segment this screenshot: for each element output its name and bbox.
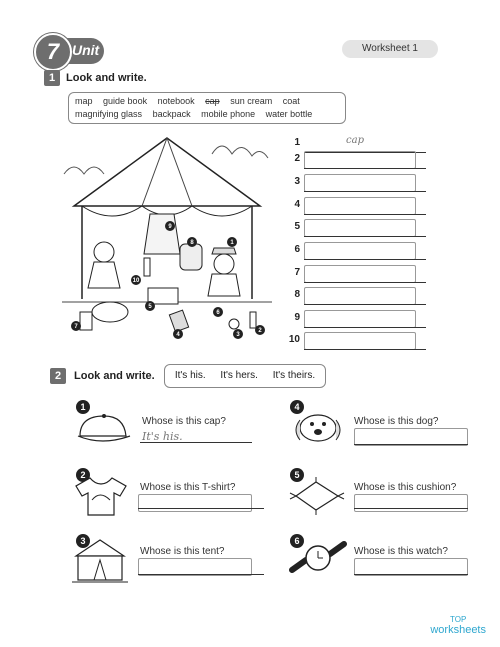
answer-line [304, 304, 426, 305]
tshirt-icon [72, 474, 130, 518]
answer-line [304, 282, 426, 283]
answer-row-4 [286, 197, 426, 215]
answer-row-10 [286, 332, 426, 350]
logo-line1: TOP [450, 615, 467, 624]
word-crossed: cap [205, 96, 220, 106]
answer-number: 9 [294, 312, 300, 323]
answer-text: cap [346, 135, 364, 146]
word: water bottle [265, 109, 313, 119]
phrase: It's theirs. [272, 370, 316, 381]
answer-input[interactable] [304, 265, 416, 283]
section2-title: Look and write. [74, 370, 155, 382]
word-bank [68, 92, 346, 124]
answer-number: 1 [294, 137, 300, 148]
answer-row-6 [286, 242, 426, 260]
answer-line [304, 168, 426, 169]
label-9: 9 [168, 224, 172, 230]
question-number: 4 [290, 400, 304, 414]
dog-icon [288, 406, 344, 446]
question-text: Whose is this cushion? [354, 482, 457, 493]
word-bank-row2 [75, 109, 312, 119]
watch-icon [288, 540, 348, 584]
answer-line [304, 349, 426, 350]
answer-line [140, 442, 252, 443]
answer-line [304, 259, 426, 260]
phrase-bank [164, 364, 326, 388]
answer-row-7 [286, 265, 426, 283]
answer-number: 4 [294, 199, 300, 210]
answer-line [304, 327, 426, 328]
answer-row-3 [286, 174, 426, 192]
question-number: 1 [76, 400, 90, 414]
label-1: 1 [230, 240, 234, 246]
answer-number: 5 [294, 221, 300, 232]
question-number: 6 [290, 534, 304, 548]
word: sun cream [230, 96, 273, 106]
word: coat [282, 96, 300, 106]
section1-number: 1 [44, 70, 60, 86]
label-4: 4 [176, 332, 180, 338]
question-text: Whose is this watch? [354, 546, 448, 557]
answer-line [354, 444, 468, 445]
section2-number: 2 [50, 368, 66, 384]
word-bank-row1 [75, 96, 300, 106]
answer-number: 10 [288, 334, 300, 345]
answer-line [304, 191, 426, 192]
answer-input[interactable] [304, 197, 416, 215]
answer-row-2 [286, 151, 426, 169]
label-5: 5 [148, 304, 152, 310]
label-2: 2 [258, 328, 262, 334]
answer-input[interactable] [304, 242, 416, 260]
answer-row-9 [286, 310, 426, 328]
cushion-icon [288, 476, 346, 516]
label-6: 6 [216, 310, 220, 316]
answer-line [138, 508, 264, 509]
question-text: Whose is this T-shirt? [140, 482, 236, 493]
answer-line [354, 508, 468, 509]
answer-number: 6 [294, 244, 300, 255]
tent-camping-illustration [62, 134, 272, 344]
answer-input[interactable] [304, 151, 416, 169]
answer-input[interactable] [304, 310, 416, 328]
worksheet-label: Worksheet 1 [342, 40, 438, 58]
answer-input[interactable] [354, 494, 468, 512]
phrase: It's hers. [220, 370, 258, 381]
answer-text: It's his. [142, 430, 183, 443]
answer-line [354, 574, 468, 575]
answer-line [304, 214, 426, 215]
answer-line [304, 236, 426, 237]
answer-input[interactable] [138, 494, 252, 512]
word: map [75, 96, 93, 106]
word: notebook [157, 96, 195, 106]
answer-number: 2 [294, 153, 300, 164]
answer-row-5 [286, 219, 426, 237]
unit-number: 7 [34, 33, 72, 71]
question-text: Whose is this dog? [354, 416, 439, 427]
bush-left [64, 167, 104, 174]
question-text: Whose is this tent? [140, 546, 225, 557]
word: guide book [103, 96, 148, 106]
answer-number: 8 [294, 289, 300, 300]
answer-number: 7 [294, 267, 300, 278]
question-text: Whose is this cap? [142, 416, 226, 427]
answer-row-8 [286, 287, 426, 305]
topworksheets-logo [430, 615, 486, 635]
word: mobile phone [201, 109, 256, 119]
answer-input[interactable] [304, 219, 416, 237]
word: magnifying glass [75, 109, 143, 119]
answer-input[interactable] [304, 174, 416, 192]
tent-icon [72, 538, 128, 584]
question-number: 2 [76, 468, 90, 482]
answer-input[interactable] [304, 332, 416, 350]
bush-right [212, 146, 268, 158]
unit-label: Unit [72, 42, 100, 58]
word: backpack [152, 109, 191, 119]
phrase: It's his. [174, 370, 206, 381]
logo-line2: worksheets [430, 624, 486, 636]
label-8: 8 [190, 240, 194, 246]
label-7: 7 [74, 324, 78, 330]
label-3: 3 [236, 332, 240, 338]
question-number: 3 [76, 534, 90, 548]
section1-title: Look and write. [66, 72, 147, 84]
question-number: 5 [290, 468, 304, 482]
answer-line [138, 574, 264, 575]
answer-input[interactable] [304, 287, 416, 305]
answer-number: 3 [294, 176, 300, 187]
label-10: 10 [132, 278, 140, 284]
cap-icon [74, 412, 132, 446]
